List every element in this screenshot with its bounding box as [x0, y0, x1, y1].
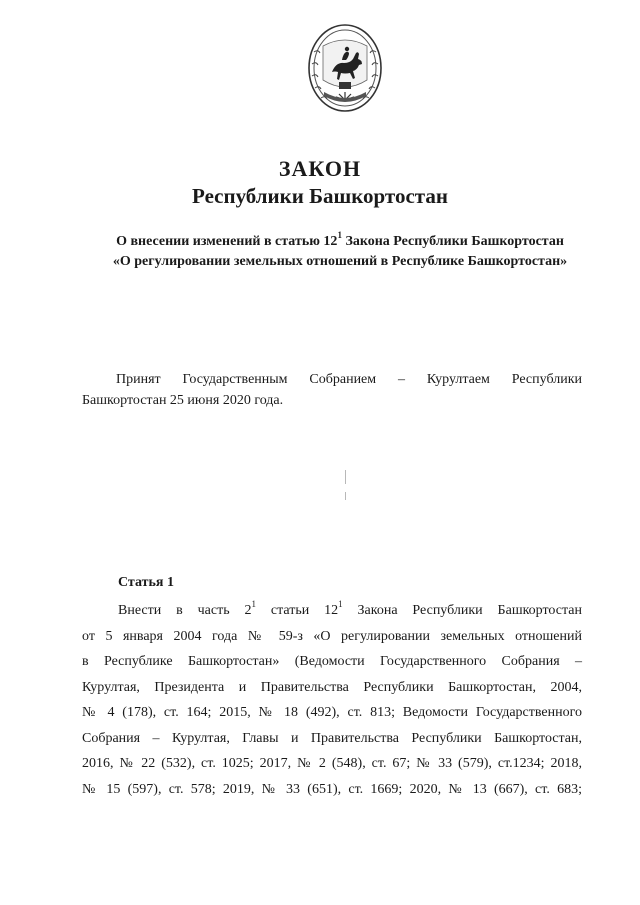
adoption-statement	[82, 369, 582, 411]
article-line: № 15 (597), ст. 578; 2019, № 33 (651), ст. 1669; 2020, № 13 (667), ст. 683;	[82, 781, 582, 797]
article-text-c: Закона Республики Башкортостан	[342, 603, 582, 618]
coat-of-arms-emblem	[306, 22, 384, 114]
article-line: Курултая, Президента и Правительства Республики Башкортостан, 2004,	[82, 679, 582, 695]
law-heading-line-1	[60, 232, 620, 252]
article-line: 2016, № 22 (532), ст. 1025; 2017, № 2 (548), ст. 67; № 33 (579), ст.1234; 2018,	[82, 756, 582, 771]
document-subtitle: Республики Башкортостан	[192, 184, 448, 208]
scan-mark	[345, 492, 346, 500]
heading-text-b: Закона Республики Башкортостан	[341, 234, 564, 249]
heading-superscript: 1	[337, 230, 342, 241]
article-body	[82, 598, 582, 802]
article-line: в Республике Башкортостан» (Ведомости Государственного Собрания –	[82, 654, 582, 669]
article-text-a: Внести в часть 2	[118, 603, 252, 618]
article-line: от 5 января 2004 года № 59-з «О регулировании земельных отношений	[82, 628, 582, 644]
adoption-line-2: Башкортостан 25 июня 2020 года.	[82, 393, 284, 408]
adoption-line-1: Принят Государственным Собранием – Курултаем Республики	[116, 372, 582, 387]
law-heading-line-2: «О регулировании земельных отношений в Республике Башкортостан»	[112, 254, 568, 269]
article-superscript-2: 1	[338, 599, 343, 610]
article-title: Статья 1	[118, 575, 174, 590]
scan-mark	[345, 470, 346, 484]
document-title: ЗАКОН	[278, 156, 362, 181]
article-line-1	[82, 598, 582, 624]
article-superscript-1: 1	[251, 599, 256, 610]
heading-text-a: О внесении изменений в статью 12	[116, 234, 338, 249]
article-line: № 4 (178), ст. 164; 2015, № 18 (492), ст. 813; Ведомости Государственного	[82, 705, 582, 720]
article-text-b: статьи 12	[255, 603, 339, 618]
article-line: Собрания – Курултая, Главы и Правительства Республики Башкортостан,	[82, 730, 582, 746]
law-heading	[60, 232, 620, 272]
